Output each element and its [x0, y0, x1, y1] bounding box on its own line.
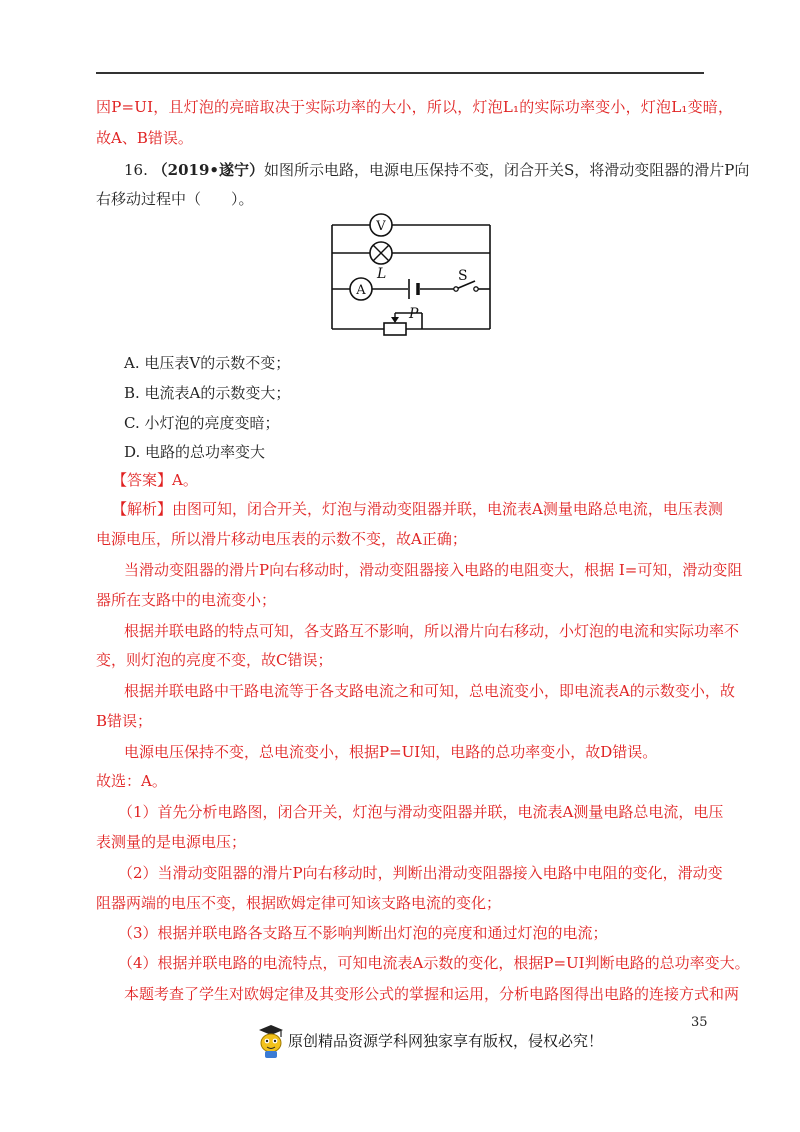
analysis-1: 【解析】由图可知，闭合开关，灯泡与滑动变阻器并联，电流表A测量电路总电流，电压表测	[112, 500, 723, 518]
analysis-9: 电源电压保持不变，总电流变小，根据P=UI知，电路的总功率变小，故D错误。	[124, 743, 658, 761]
solution-step-2b: 阻器两端的电压不变，根据欧姆定律可知该支路电流的变化；	[96, 894, 502, 912]
mascot-icon	[256, 1021, 286, 1059]
analysis-3: 当滑动变阻器的滑片P向右移动时，滑动变阻器接入电路的电阻变大，根据 I=可知，滑动变阻	[124, 561, 743, 579]
battery	[409, 279, 418, 299]
switch	[454, 287, 478, 291]
option-b: B. 电流表A的示数变大；	[124, 384, 291, 402]
question-number: 16.	[124, 161, 148, 179]
final-choice: 故选：A。	[96, 772, 167, 790]
voltmeter-label: V	[376, 219, 386, 234]
ammeter	[350, 278, 372, 300]
copyright-notice: 原创精品资源学科网独家享有版权，侵权必究！	[288, 1031, 604, 1050]
solution-step-2: （2）当滑动变阻器的滑片P向右移动时，判断出滑动变阻器接入电路中电阻的变化，滑动变	[118, 864, 723, 882]
solution-step-3: （3）根据并联电路各支路互不影响判断出灯泡的亮度和通过灯泡的电流；	[118, 924, 608, 942]
option-c: C. 小灯泡的亮度变暗；	[124, 414, 280, 432]
analysis-7: 根据并联电路中干路电流等于各支路电流之和可知，总电流变小，即电流表A的示数变小，故	[124, 682, 735, 700]
lamp	[370, 242, 392, 264]
analysis-8: B错误；	[96, 712, 153, 730]
question-text-line2: 右移动过程中（ ）。	[96, 190, 254, 208]
analysis-5: 根据并联电路的特点可知，各支路互不影响，所以滑片向右移动，小灯泡的电流和实际功率不	[124, 622, 740, 640]
answer: 【答案】A。	[112, 471, 198, 489]
header-rule	[96, 72, 704, 74]
option-d: D. 电路的总功率变大	[124, 443, 266, 461]
solution-step-4: （4）根据并联电路的电流特点，可知电流表A示数的变化，根据P=UI判断电路的总功率变大。	[118, 954, 750, 972]
switch-label: S	[458, 268, 468, 284]
ammeter-label: A	[356, 283, 366, 298]
solution-step-1: （1）首先分析电路图，闭合开关，灯泡与滑动变阻器并联，电流表A测量电路总电流，电压	[118, 803, 724, 821]
solution-summary: 本题考查了学生对欧姆定律及其变形公式的掌握和运用，分析电路图得出电路的连接方式和两	[124, 985, 740, 1003]
page-number: 35	[691, 1015, 708, 1030]
lamp-label: L	[377, 266, 387, 282]
question-16	[124, 160, 749, 180]
analysis-6: 变，则灯泡的亮度不变，故C错误；	[96, 651, 333, 669]
analysis-line-prev-2: 故A、B错误。	[96, 129, 193, 147]
analysis-4: 器所在支路中的电流变小；	[96, 591, 277, 609]
rheostat	[384, 313, 406, 335]
question-text: 如图所示电路，电源电压保持不变，闭合开关S，将滑动变阻器的滑片P向	[263, 161, 750, 179]
footer	[256, 1020, 603, 1060]
analysis-line-prev-1: 因P=UI，且灯泡的亮暗取决于实际功率的大小，所以，灯泡L₁的实际功率变小，灯泡L₁变暗，	[96, 98, 734, 116]
voltmeter	[370, 214, 392, 236]
analysis-2: 电源电压，所以滑片移动电压表的示数不变，故A正确；	[96, 530, 467, 548]
option-a: A. 电压表V的示数不变；	[124, 354, 291, 372]
solution-step-1b: 表测量的是电源电压；	[96, 833, 247, 851]
circuit-diagram	[320, 205, 500, 340]
question-source: （2019•遂宁）	[152, 161, 264, 179]
slider-label: P	[409, 306, 419, 322]
